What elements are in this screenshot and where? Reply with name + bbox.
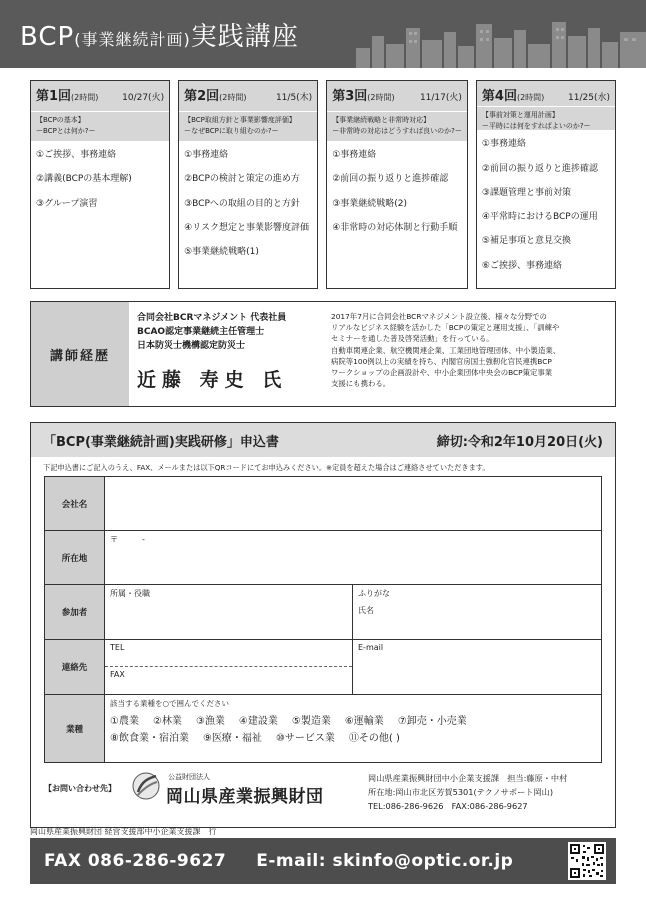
qr-code-icon[interactable] — [568, 842, 606, 880]
industry-option[interactable]: ⑧飲食業・宿泊業 — [110, 733, 189, 744]
instructor-panel — [30, 301, 616, 407]
session-number: 第4回 — [481, 89, 517, 104]
postal-mark: 〒 - — [110, 535, 145, 544]
footer-bar — [30, 838, 616, 884]
company-label: 会社名 — [45, 477, 105, 531]
title-prefix: BCP — [20, 22, 75, 52]
session-agenda — [31, 141, 169, 226]
industry-prompt: 該当する業種を○で囲んでください — [110, 699, 230, 708]
bio-line: 2017年7月に合同会社BCRマネジメント設立後、様々な分野での — [331, 312, 547, 321]
session-schedule — [30, 80, 616, 289]
form-title: 「BCP(事業継続計画)実践研修」申込書 — [43, 434, 279, 450]
session-number: 第3回 — [332, 89, 368, 104]
session-topic — [31, 111, 169, 141]
tel-field[interactable] — [105, 640, 352, 667]
industry-field — [105, 695, 602, 763]
session-date: 11/5(木) — [275, 93, 313, 103]
topic-subline: ーなぜBCPに取り組むのか?ー — [184, 127, 279, 135]
instructor-title: 合同会社BCRマネジメント 代表社員 — [137, 313, 287, 323]
session-date: 10/27(火) — [122, 93, 165, 103]
session-date: 11/17(火) — [419, 93, 462, 103]
agenda-item: ④平常時におけるBCPの運用 — [481, 212, 598, 223]
instructor-bio — [325, 302, 615, 406]
industry-option[interactable]: ①農業 — [110, 716, 139, 727]
topic-line: 【BCPの基本】 — [36, 116, 85, 124]
city-skyline-illustration — [356, 18, 646, 68]
session-hours: (2時間) — [71, 93, 99, 102]
topic-subline: ー平時には何をすればよいのか?ー — [481, 122, 591, 130]
agenda-item: ③事業継続戦略(2) — [332, 198, 408, 209]
session-hours: (2時間) — [367, 93, 395, 102]
industry-option[interactable]: ⑥運輸業 — [344, 716, 384, 727]
agenda-item: ③グループ演習 — [36, 198, 98, 209]
tel-label: TEL — [110, 643, 125, 652]
company-field[interactable] — [105, 477, 602, 531]
address-label: 所在地 — [45, 531, 105, 585]
address-field[interactable] — [105, 531, 602, 585]
bio-line: セミナーを通した普及啓発活動」を行っている。 — [331, 334, 494, 344]
application-form — [30, 422, 616, 828]
bio-line: ワークショップの企画設計や、中小企業団体中央会のBCP策定事業 — [331, 368, 553, 378]
header-banner — [0, 0, 646, 68]
session-card-2 — [178, 80, 318, 289]
contact-line: TEL:086-286-9626 FAX:086-286-9627 — [368, 801, 528, 811]
industry-option[interactable]: ④建設業 — [238, 716, 278, 727]
bio-line: 病院等100例以上の実績を持ち、内閣官房国土強靭化官民連携BCP — [331, 356, 552, 366]
agenda-item: ①事務連絡 — [481, 139, 526, 150]
session-topic — [477, 106, 615, 130]
session-card-3 — [326, 80, 468, 289]
session-date: 11/25(水) — [568, 93, 610, 103]
contact-details — [368, 771, 567, 813]
furigana-label: ふりがな — [358, 589, 390, 598]
industry-option[interactable]: ③漁業 — [195, 716, 225, 727]
agenda-item: ⑤補足事項と意見交換 — [481, 236, 571, 247]
footer-fax: FAX 086-286-9627 — [44, 851, 227, 871]
industry-option[interactable]: ⑤製造業 — [291, 716, 331, 727]
topic-line: 【事前対策と運用計画】 — [481, 111, 559, 119]
industry-option[interactable]: ②林業 — [152, 716, 182, 727]
topic-subline: ーBCPとは何か?ー — [36, 127, 96, 135]
session-hours: (2時間) — [219, 93, 247, 102]
session-card-4 — [476, 80, 616, 289]
form-table — [44, 476, 602, 763]
session-topic — [327, 111, 467, 141]
industry-options-row2 — [110, 730, 596, 747]
form-header — [31, 423, 615, 457]
session-card-1 — [30, 80, 170, 289]
session-number: 第1回 — [36, 89, 72, 104]
session-number: 第2回 — [184, 89, 220, 104]
agenda-item: ②前回の振り返りと進捗確認 — [481, 163, 598, 174]
bio-line: 支援にも携わる。 — [331, 379, 391, 389]
fax-field[interactable] — [105, 667, 352, 694]
instructor-title: BCAO認定事業継続主任管理士 — [137, 327, 265, 337]
org-type: 公益財団法人 — [168, 773, 210, 781]
agenda-item: ①事務連絡 — [332, 150, 377, 160]
topic-line: 【事業継続戦略と非常時対応】 — [332, 116, 431, 124]
session-agenda — [327, 141, 467, 250]
session-header — [31, 81, 169, 111]
agenda-item: ②前回の振り返りと進捗確認 — [332, 174, 449, 185]
session-header — [179, 81, 317, 111]
fax-label: FAX — [110, 670, 125, 679]
session-agenda — [179, 141, 317, 274]
industry-option[interactable]: ⑦卸売・小売業 — [397, 716, 467, 727]
agenda-item: ①ご挨拶、事務連絡 — [36, 150, 117, 160]
session-header — [477, 81, 615, 106]
position-label: 所属・役職 — [110, 589, 150, 598]
foundation-logo-icon — [132, 770, 160, 802]
session-topic — [179, 111, 317, 141]
instructor-name: 近藤 寿史 氏 — [137, 369, 288, 391]
session-header — [327, 81, 467, 111]
industry-options-row1 — [110, 713, 596, 730]
position-field[interactable] — [105, 585, 353, 639]
session-agenda — [477, 130, 615, 288]
topic-line: 【BCP取組方針と事業影響度評価】 — [184, 116, 296, 124]
agenda-item: ③BCPへの取組の目的と方針 — [184, 198, 300, 209]
contact-info-label: 連絡先 — [45, 640, 105, 695]
agenda-item: ④リスク想定と事業影響度評価 — [184, 222, 309, 233]
org-name: 岡山県産業振興財団 — [166, 787, 324, 807]
instructor-profile — [129, 302, 325, 406]
industry-label: 業種 — [45, 695, 105, 763]
email-field[interactable] — [353, 640, 601, 694]
industry-option[interactable]: ⑩サービス業 — [275, 733, 335, 744]
contact-line: 所在地:岡山市北区芳賀5301(テクノサポート岡山) — [368, 787, 554, 797]
form-instructions: 下記申込書にご記入のうえ、FAX、メールまたは以下QRコードにてお申込みください。※定員を超えた場合はご連絡させていただきます。 — [43, 463, 490, 472]
recipient-line: 岡山県産業振興財団 経営支援部中小企業支援課 行 — [30, 827, 217, 836]
page-title — [20, 16, 299, 53]
agenda-item: ⑥ご挨拶、事務連絡 — [481, 260, 562, 271]
email-label: E-mail — [358, 643, 384, 652]
instructor-title: 日本防災士機構認定防災士 — [137, 341, 246, 351]
industry-option[interactable]: ⑪その他( ) — [348, 733, 400, 744]
agenda-item: ⑤事業継続戦略(1) — [184, 247, 259, 258]
topic-subline: ー非常時の対応はどうすれば良いのか?ー — [332, 127, 462, 135]
contact-heading: 【お問い合わせ先】 — [44, 784, 116, 793]
title-suffix: 実践講座 — [190, 22, 299, 52]
agenda-item: ②講義(BCPの基本理解) — [36, 174, 132, 185]
bio-line: 自動車関連企業、航空機関連企業、工業団地管理団体、中小製造業、 — [331, 345, 561, 355]
session-hours: (2時間) — [516, 93, 545, 102]
instructor-label: 講師経歴 — [31, 302, 129, 406]
industry-option[interactable]: ⑨医療・福祉 — [202, 733, 262, 744]
title-paren: (事業継続計画) — [74, 30, 191, 49]
agenda-item: ④非常時の対応体制と行動手順 — [332, 222, 458, 233]
attendee-label: 参加者 — [45, 585, 105, 640]
agenda-item: ①事務連絡 — [184, 150, 229, 160]
form-deadline: 締切:令和2年10月20日(火) — [436, 434, 603, 450]
name-label: 氏名 — [358, 606, 374, 615]
bio-line: リアルなビジネス経験を活かした「BCPの策定と運用支援」、「訓練や — [331, 323, 560, 333]
agenda-item: ③課題管理と事前対策 — [481, 187, 571, 198]
agenda-item: ②BCPの検討と策定の進め方 — [184, 174, 300, 185]
footer-email[interactable]: E-mail: skinfo@optic.or.jp — [256, 851, 514, 871]
name-field[interactable] — [353, 585, 601, 639]
contact-line: 岡山県産業振興財団中小企業支援課 担当:藤原・中村 — [368, 773, 568, 783]
